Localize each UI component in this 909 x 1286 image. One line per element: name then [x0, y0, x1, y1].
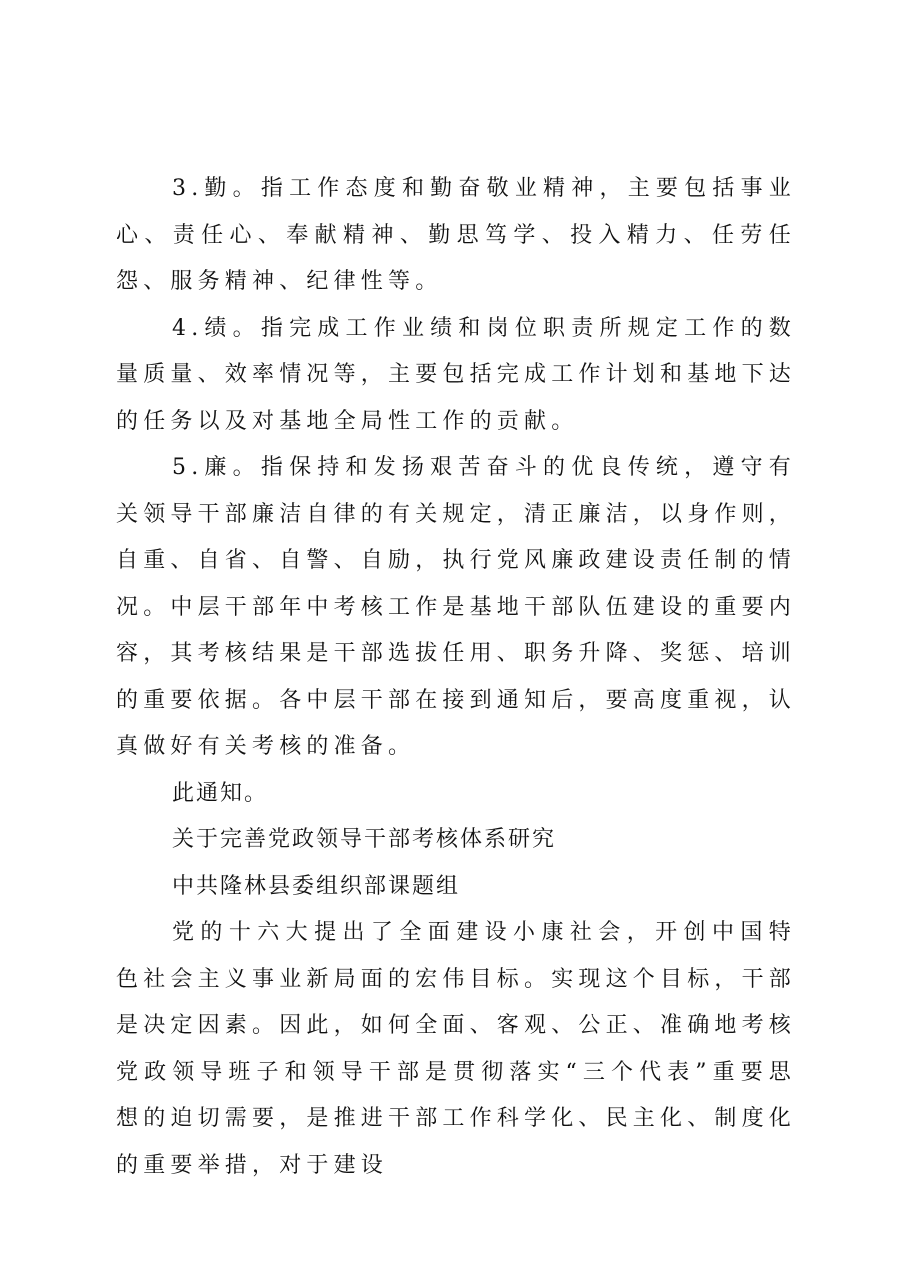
paragraph-qin: 3.勤。指工作态度和勤奋敬业精神，主要包括事业心、责任心、奉献精神、勤思笃学、投入精力、任劳任怨、服务精神、纪律性等。 [116, 176, 796, 294]
article-author: 中共隆林县委组织部课题组 [172, 873, 461, 899]
paragraph-ji: 4.绩。指完成工作业绩和岗位职责所规定工作的数量质量、效率情况等，主要包括完成工作计划和基地下达的任务以及对基地全局性工作的贡献。 [116, 315, 797, 434]
article-title: 关于完善党政领导干部考核体系研究 [172, 827, 557, 852]
paragraph-lian: 5.廉。指保持和发扬艰苦奋斗的优良传统，遵守有关领导干部廉洁自律的有关规定，清正廉洁，以身作则，自重、自省、自警、自励，执行党风廉政建设责任制的情况。中层干部年中考核工作是基地干部队伍建设的重要内容，其考核结果是干部选拔任用、职务升降、奖惩、培训的重要依据。各中层干部在接到通知后，要高度重视，认真做好有关考核的准备。 [116, 455, 797, 759]
paragraph-intro: 党的十六大提出了全面建设小康社会，开创中国特色社会主义事业新局面的宏伟目标。实现这个目标，干部是决定因素。因此，如何全面、客观、公正、准确地考核党政领导班子和领导干部是贯彻落实“三个代表”重要思想的迫切需要，是推进干部工作科学化、民主化、制度化的重要举措，对于建设 [116, 920, 797, 1178]
document-body [116, 166, 796, 1189]
paragraph-notice: 此通知。 [172, 780, 269, 806]
